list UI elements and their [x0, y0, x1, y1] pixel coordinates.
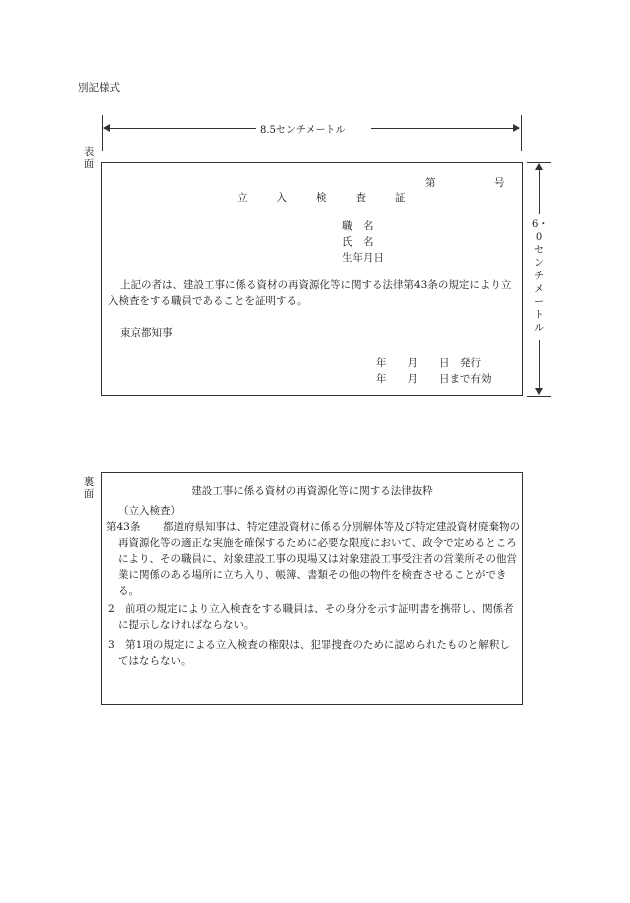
width-dimension-tick-right [521, 115, 522, 151]
back-card [101, 472, 523, 705]
height-dimension-line-bottom [539, 340, 540, 394]
card-title: 立入検査証 [237, 192, 435, 204]
number-dai: 第 [425, 177, 436, 189]
arrow-down-icon [535, 388, 543, 395]
article-43-paragraph-3: 3 第1項の規定による立入検査の権限は、犯罪捜査のために認められたものと解釈してはならない。 [108, 639, 510, 667]
form-title: 別記様式 [78, 82, 120, 94]
number-go: 号 [494, 177, 505, 189]
width-dimension-label: 8.5センチメートル [260, 125, 346, 136]
certification-text: 上記の者は、建設工事に係る資材の再資源化等に関する法律第43条の規定により立入検査をする職員であることを証明する。 [108, 279, 512, 307]
width-dimension-line-right [371, 128, 519, 129]
article-43-paragraph-2: 2 前項の規定により立入検査をする職員は、その身分を示す証明書を携帯し、関係者に提示しなければならない。 [108, 603, 514, 631]
height-dimension-line-top [539, 164, 540, 214]
article-number: 第43条 [106, 521, 141, 533]
field-birthdate: 生年月日 [342, 252, 384, 264]
front-side-label: 表面 [83, 146, 95, 170]
front-card [101, 162, 523, 396]
arrow-right-icon [513, 124, 520, 132]
issuer: 東京都知事 [120, 327, 173, 339]
back-side-label: 裏面 [83, 476, 95, 500]
issued-date-line: 年 月 日 発行 [376, 357, 481, 369]
article-caption: （立入検査） [118, 505, 181, 517]
valid-until-line: 年 月 日まで有効 [376, 373, 492, 385]
back-title: 建設工事に係る資材の再資源化等に関する法律抜粋 [191, 485, 433, 497]
width-dimension-line-left [104, 128, 256, 129]
article-43-text: 都道府県知事は、特定建設資材に係る分別解体等及び特定建設資材廃棄物の再資源化等の適正な実施を確保するために必要な限度において、政令で定めるところにより、その職員に、対象建設工事の現場又は対象建設工事受注者の営業所その他営業に関係のある場所に立ち入り、帳簿、書類その他の物件を検査させることができる。 [118, 521, 520, 597]
field-position: 職 名 [342, 220, 374, 232]
field-name: 氏 名 [342, 236, 374, 248]
arrow-left-icon [103, 124, 110, 132]
width-dimension-tick-left [102, 115, 103, 151]
height-dimension-tick-bottom [527, 396, 551, 397]
arrow-up-icon [535, 163, 543, 170]
height-dimension-label: 6・0センチメートル [532, 219, 549, 334]
